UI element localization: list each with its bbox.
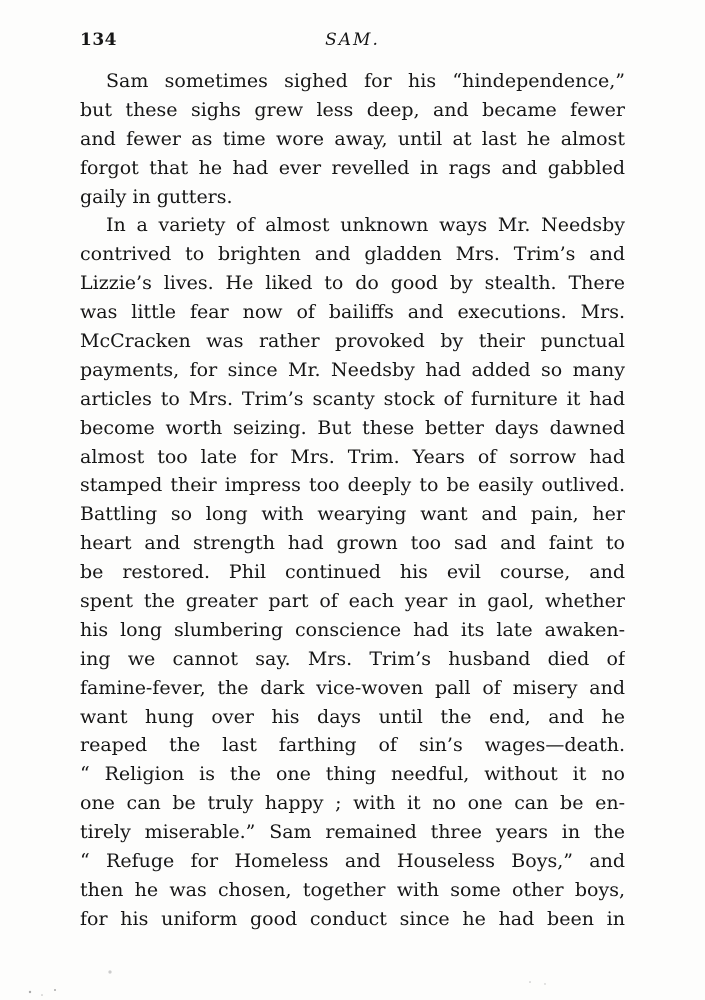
text-line: almost too late for Mrs. Trim. Years of sorrow had [80, 445, 625, 468]
text-line: become worth seizing. But these better days dawned [80, 416, 625, 439]
text-line: forgot that he had ever revelled in rags and gabbled [80, 156, 625, 179]
page-number: 134 [80, 30, 117, 50]
text-line: then he was chosen, together with some other boys, [80, 878, 625, 901]
text-line: one can be truly happy ; with it no one can be en- [80, 792, 625, 815]
text-line: stamped their impress too deeply to be easily outlived. [80, 474, 625, 497]
text-line: ing we cannot say. Mrs. Trim’s husband died of [80, 647, 625, 670]
text-line: want hung over his days until the end, and he [80, 705, 625, 728]
text-line: In a variety of almost unknown ways Mr. Needsby [106, 214, 625, 237]
text-line: tirely miserable.” Sam remained three years in the [80, 821, 625, 844]
text-line: was little fear now of bailiffs and executions. Mrs. [80, 301, 625, 324]
running-title: SAM. [325, 30, 380, 50]
text-line: for his uniform good conduct since he had been in [80, 907, 625, 930]
text-line: Sam sometimes sighed for his “hindependence,” [106, 70, 625, 92]
page-header [80, 30, 625, 58]
text-line: heart and strength had grown too sad and faint to [80, 532, 625, 555]
text-line: reaped the last farthing of sin’s wages—death. [80, 734, 625, 757]
text-line: and fewer as time wore away, until at last he almost [80, 127, 625, 150]
text-line: famine-fever, the dark vice-woven pall of misery and [80, 676, 625, 699]
text-line: be restored. Phil continued his evil course, and [80, 561, 625, 584]
paper-specks [0, 960, 705, 1000]
text-line: Lizzie’s lives. He liked to do good by stealth. There [80, 272, 625, 295]
text-line: gaily in gutters. [80, 185, 233, 208]
body-text [80, 67, 625, 934]
text-line: but these sighs grew less deep, and became fewer [80, 98, 625, 121]
text-line: contrived to brighten and gladden Mrs. Trim’s and [80, 243, 625, 266]
text-line: “ Religion is the one thing needful, without it no [80, 763, 625, 786]
text-line: his long slumbering conscience had its late awaken- [80, 618, 625, 641]
text-line: spent the greater part of each year in gaol, whether [80, 590, 625, 613]
text-line: “ Refuge for Homeless and Houseless Boys,” and [80, 850, 625, 873]
text-line: payments, for since Mr. Needsby had added so many [80, 358, 625, 381]
text-line: McCracken was rather provoked by their punctual [80, 330, 625, 353]
text-line: articles to Mrs. Trim’s scanty stock of furniture it had [80, 387, 625, 410]
text-line: Battling so long with wearying want and pain, her [80, 503, 625, 526]
